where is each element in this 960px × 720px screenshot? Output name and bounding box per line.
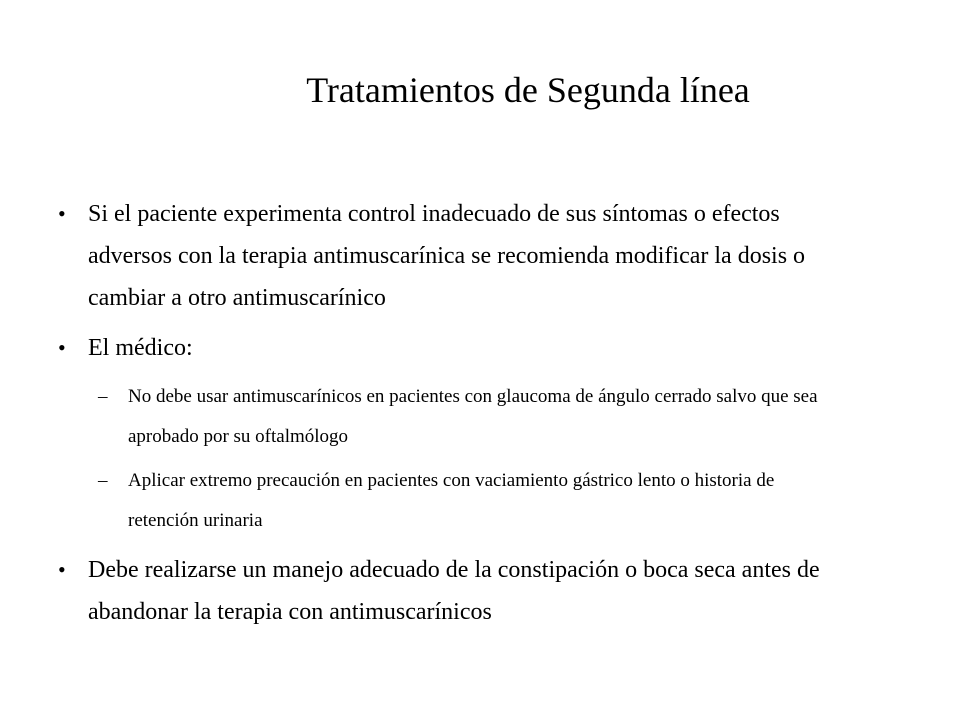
slide-content — [48, 193, 848, 641]
sub-bullet-list — [48, 377, 848, 541]
sub-bullet-marker: – — [98, 386, 108, 407]
bullet-item — [48, 327, 848, 369]
slide-title: Tratamientos de Segunda línea — [306, 70, 750, 110]
sub-bullet-item — [48, 377, 848, 457]
bullet-text: El médico: — [88, 335, 193, 361]
bullet-marker: • — [58, 335, 66, 360]
bullet-text: Si el paciente experimenta control inadecuado de sus síntomas o efectos adversos con la terapia antimuscarínica se recomienda modificar la dosis o cambiar a otro antimuscarínico — [88, 201, 806, 311]
sub-bullet-text: No debe usar antimuscarínicos en pacientes con glaucoma de ángulo cerrado salvo que sea aprobado por su oftalmólogo — [128, 386, 818, 447]
sub-bullet-text: Aplicar extremo precaución en pacientes con vaciamiento gástrico lento o historia de retención urinaria — [128, 470, 775, 531]
sub-bullet-item — [48, 461, 848, 541]
bullet-text: Debe realizarse un manejo adecuado de la constipación o boca seca antes de abandonar la terapia con antimuscarínicos — [88, 557, 820, 625]
bullet-item — [48, 193, 848, 319]
bullet-item — [48, 549, 848, 633]
bullet-marker: • — [58, 201, 66, 226]
bullet-marker: • — [58, 557, 66, 582]
sub-bullet-marker: – — [98, 470, 108, 491]
